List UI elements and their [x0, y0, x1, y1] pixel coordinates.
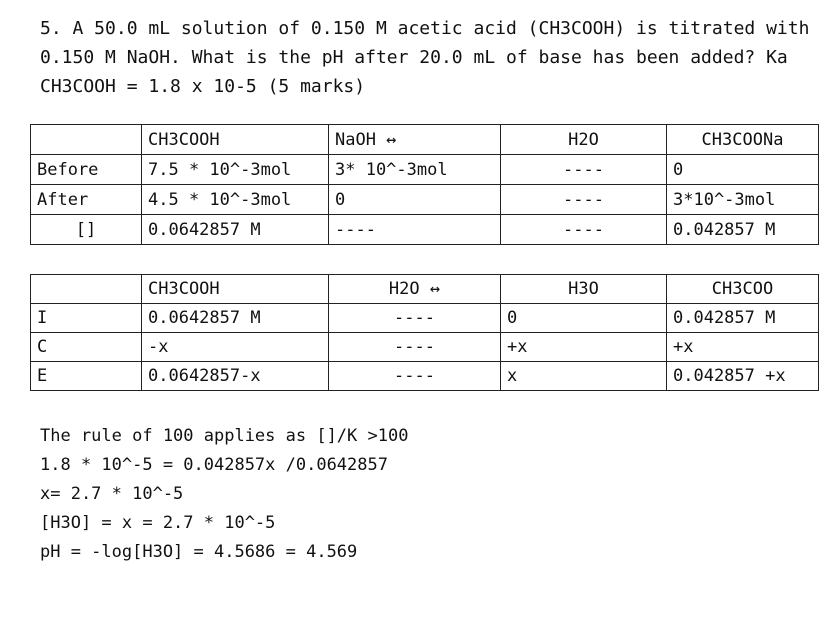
stoichiometry-table [30, 124, 819, 245]
table-cell: 0.042857 M [667, 215, 819, 245]
table-cell: 0.0642857-x [142, 362, 329, 391]
header-cell: CH3COOH [142, 275, 329, 304]
header-cell: H2O [501, 125, 667, 155]
table-cell: -x [142, 333, 329, 362]
table-cell: ---- [501, 215, 667, 245]
row-label: E [31, 362, 142, 391]
solution-line: pH = -log[H3O] = 4.5686 = 4.569 [40, 542, 358, 562]
header-cell: CH3COO [667, 275, 819, 304]
solution-line: x= 2.7 * 10^-5 [40, 484, 184, 504]
header-cell: H3O [501, 275, 667, 304]
row-label: [] [31, 215, 142, 245]
header-cell: CH3COOH [142, 125, 329, 155]
row-label: I [31, 304, 142, 333]
table-cell: 7.5 * 10^-3mol [142, 155, 329, 185]
table-cell: 0 [329, 185, 501, 215]
table-cell: 0.042857 M [667, 304, 819, 333]
solution-line: [H3O] = x = 2.7 * 10^-5 [40, 513, 276, 533]
ice-table [30, 274, 819, 391]
table-row [31, 304, 819, 333]
table-cell: ---- [329, 304, 501, 333]
table-header-row [31, 275, 819, 304]
table-cell: 0 [667, 155, 819, 185]
question-text: 5. A 50.0 mL solution of 0.150 M acetic acid (CH3COOH) is titrated with 0.150 M NaOH. What is the pH after 20.0 mL of base has been added? Ka CH3COOH = 1.8 x 10-5 (5 marks) [40, 18, 821, 97]
solution-line: 1.8 * 10^-5 = 0.042857x /0.0642857 [40, 455, 388, 475]
table-cell: ---- [329, 215, 501, 245]
header-cell [31, 275, 142, 304]
table-cell: 0.0642857 M [142, 215, 329, 245]
table-row [31, 185, 819, 215]
table-cell: 3*10^-3mol [667, 185, 819, 215]
table-cell: +x [667, 333, 819, 362]
table-row [31, 215, 819, 245]
table-row [31, 155, 819, 185]
row-label: Before [31, 155, 142, 185]
table-cell: 0.0642857 M [142, 304, 329, 333]
solution-line: The rule of 100 applies as []/K >100 [40, 426, 409, 446]
table-cell: x [501, 362, 667, 391]
header-cell: CH3COONa [667, 125, 819, 155]
table-cell: ---- [329, 333, 501, 362]
row-label: C [31, 333, 142, 362]
table-cell: 0.042857 +x [667, 362, 819, 391]
header-cell: H2O ↔ [329, 275, 501, 304]
header-cell: NaOH ↔ [329, 125, 501, 155]
table-cell: 0 [501, 304, 667, 333]
table-cell: ---- [501, 155, 667, 185]
table-cell: 4.5 * 10^-3mol [142, 185, 329, 215]
row-label: After [31, 185, 142, 215]
table-row [31, 362, 819, 391]
table-cell: ---- [329, 362, 501, 391]
header-cell [31, 125, 142, 155]
table-cell: ---- [501, 185, 667, 215]
solution-steps [40, 422, 408, 567]
table-cell: +x [501, 333, 667, 362]
table-cell: 3* 10^-3mol [329, 155, 501, 185]
table-header-row [31, 125, 819, 155]
table-row [31, 333, 819, 362]
